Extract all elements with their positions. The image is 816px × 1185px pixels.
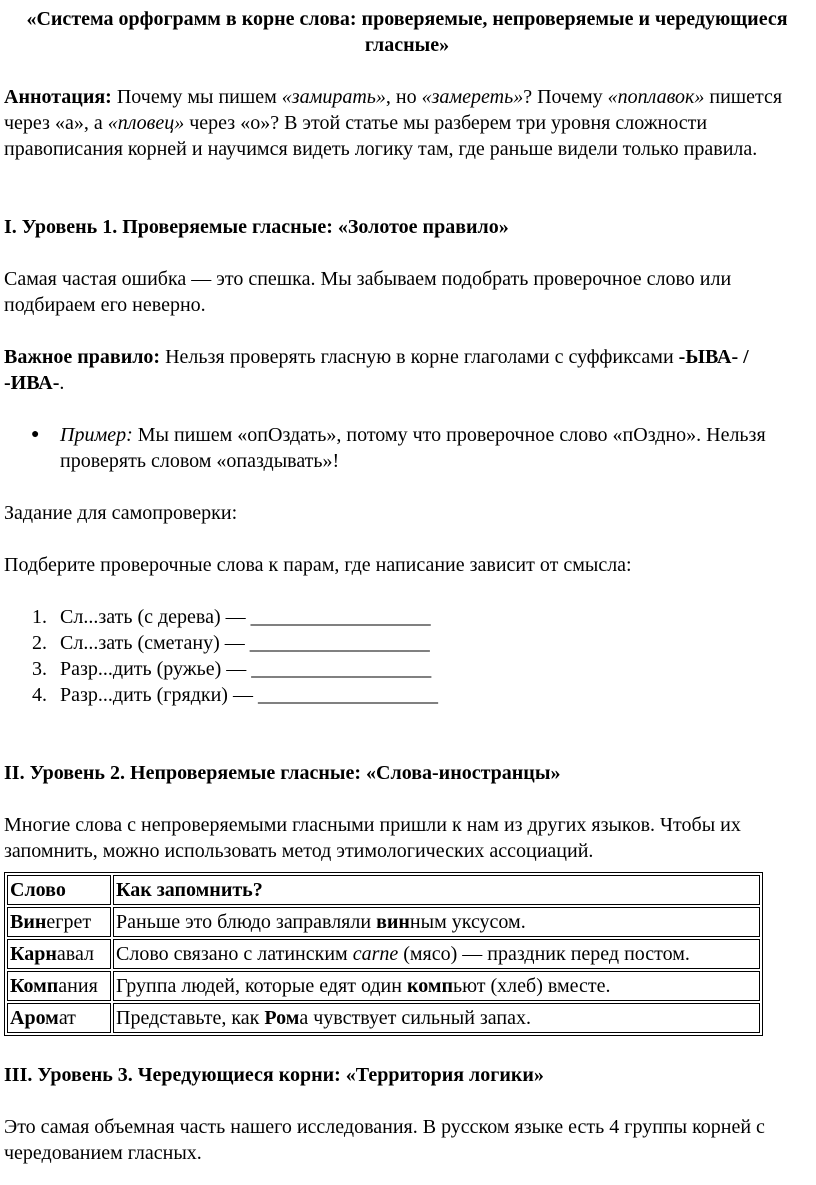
hint-text: Слово связано с латинским [116,943,353,965]
rule-text: Нельзя проверять гласную в корне глаголами с суффиксами [160,346,679,368]
word-cell [7,907,111,937]
annotation-word: «замирать» [281,86,386,108]
task-number: 3. [32,658,47,680]
rule-end: . [59,372,65,394]
list-item [32,656,810,682]
annotation-text: , но [385,86,422,108]
word-rest: авал [56,943,94,965]
level2-intro: Многие слова с непроверяемыми гласными пришли к нам из других языков. Чтобы их запомнить, можно использовать метод этимологических ассоциаций. [4,814,741,862]
level3-intro: Это самая объемная часть нашего исследования. В русском языке есть 4 группы корней с чередованием гласных. [4,1116,765,1164]
task-text: Разр...дить (грядки) — __________________ [60,684,438,706]
word-cell [7,1003,111,1033]
task-instruction: Подберите проверочные слова к парам, где написание зависит от смысла: [4,554,632,576]
task-number: 4. [32,684,47,706]
hint-cell [113,907,760,937]
hint-text: ьют (хлеб) вместе. [452,975,611,997]
word-rest: ат [58,1007,76,1029]
word-bold: Карн [10,943,57,965]
list-item [32,604,810,630]
list-item [31,422,810,474]
annotation-word: «замереть» [421,86,524,108]
hint-text: Представьте, как [116,1007,265,1029]
rule-suffix: -ЫВА- / -ИВА- [4,346,749,394]
level1-heading: I. Уровень 1. Проверяемые гласные: «Золотое правило» [4,216,509,238]
task-text: Сл...зать (сметану) — __________________ [60,632,430,654]
word-cell [7,939,111,969]
annotation-text: Почему мы пишем [111,86,282,108]
hint-text: ным уксусом. [409,911,526,933]
task-number: 2. [32,632,47,654]
annotation-text: через «о»? В этой статье мы разберем три уровня сложности правописания корней и научимся видеть логику там, где раньше видели только правила. [4,112,758,160]
table-row [7,1003,760,1033]
hint-text: Раньше это блюдо заправляли [116,911,377,933]
task-text: Разр...дить (ружье) — __________________ [60,658,432,680]
words-table [4,872,763,1036]
annotation-text: пишется через «а», а [4,86,783,134]
level1-intro: Самая частая ошибка — это спешка. Мы забываем подобрать проверочное слово или подбираем его неверно. [4,268,732,316]
task-text: Сл...зать (с дерева) — __________________ [60,606,431,628]
document-title: «Система орфограмм в корне слова: проверяемые, непроверяемые и чередующиеся гласные» [26,8,788,56]
hint-bold: вин [376,911,410,933]
task-list [4,604,810,708]
level1-rule [4,344,810,396]
table-row [7,907,760,937]
annotation-label: Аннотация: [4,86,112,108]
table-header-cell [7,875,111,905]
word-bold: Комп [10,975,59,997]
hint-cell [113,1003,760,1033]
task-title: Задание для самопроверки: [4,502,238,524]
hint-text: а чувствует сильный запах. [299,1007,531,1029]
table-header-cell [113,875,760,905]
word-bold: Аром [10,1007,59,1029]
example-text: Мы пишем «опОздать», потому что проверочное слово «пОздно». Нельзя проверять словом «опаздывать»! [60,424,766,472]
word-rest: егрет [46,911,92,933]
level2-heading: II. Уровень 2. Непроверяемые гласные: «Слова-иностранцы» [4,762,561,784]
word-rest: ания [58,975,98,997]
hint-text: (мясо) — праздник перед постом. [398,943,690,965]
list-item [32,682,810,708]
table-row [7,939,760,969]
annotation-word: «поплавок» [607,86,705,108]
hint-italic: carne [352,943,399,965]
word-cell [7,971,111,1001]
header-word: Слово [10,879,66,901]
hint-text: Группа людей, которые едят один [116,975,407,997]
example-list [4,422,810,474]
header-how: Как запомнить? [116,879,263,901]
annotation-text: ? Почему [523,86,608,108]
hint-cell [113,939,760,969]
table-header-row [7,875,760,905]
annotation-paragraph [4,84,810,162]
rule-label: Важное правило: [4,346,161,368]
word-bold: Вин [10,911,47,933]
list-item [32,630,810,656]
hint-bold: комп [406,975,453,997]
task-number: 1. [32,606,47,628]
hint-bold: Ром [264,1007,300,1029]
annotation-word: «пловец» [107,112,185,134]
example-label: Пример: [60,424,133,446]
table-row [7,971,760,1001]
level3-heading: III. Уровень 3. Чередующиеся корни: «Территория логики» [4,1064,544,1086]
hint-cell [113,971,760,1001]
bullet-icon: ● [31,427,40,442]
